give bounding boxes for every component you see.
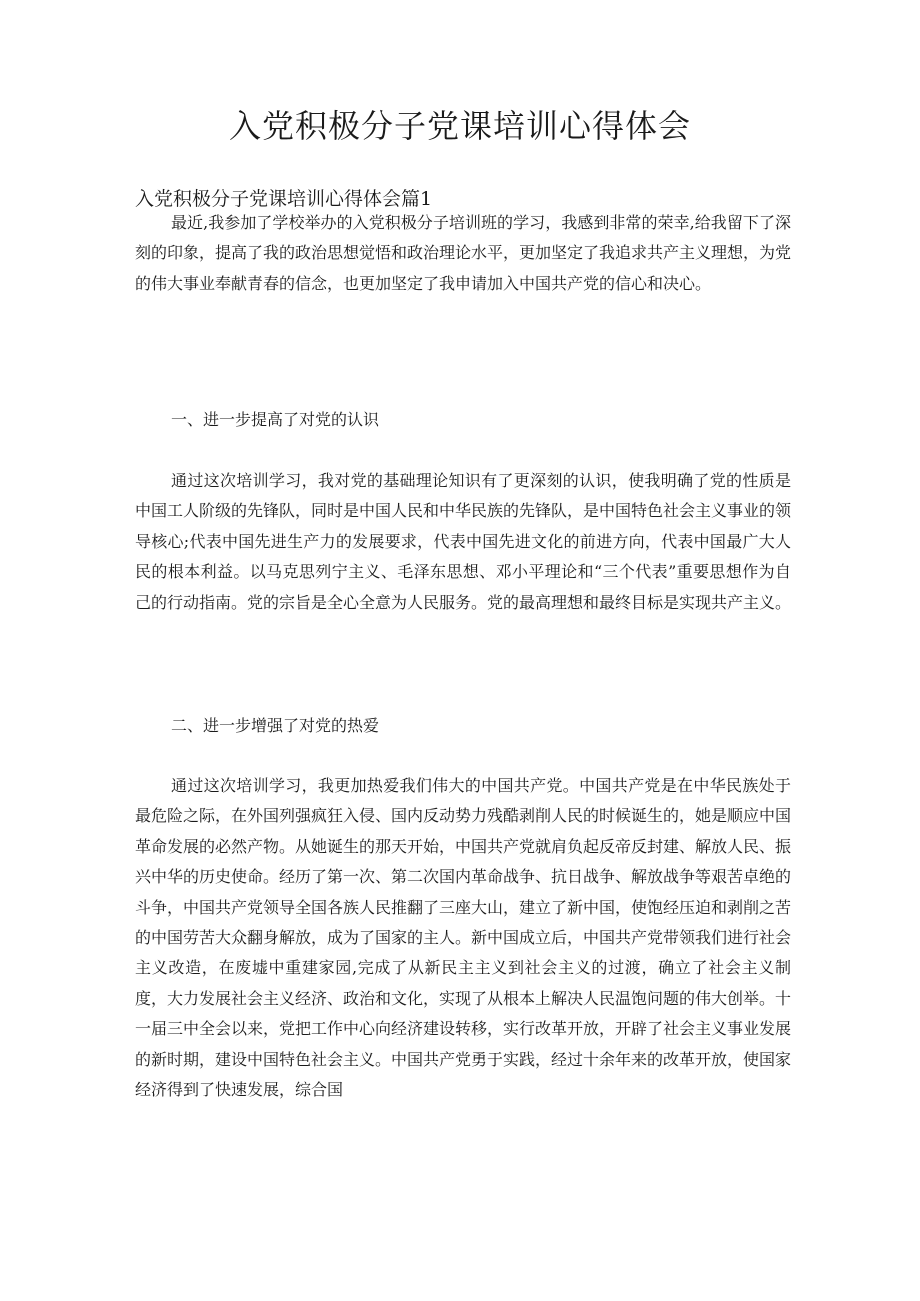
paragraph-love: 通过这次培训学习，我更加热爱我们伟大的中国共产党。中国共产党是在中华民族处于最危险之际，在外国列强疯狂入侵、国内反动势力残酷剥削人民的时候诞生的，她是顺应中国革命发展的必然产物。从她诞生的那天开始，中国共产党就肩负起反帝反封建、解放人民、振兴中华的历史使命。经历了第一次、第二次国内革命战争、抗日战争、解放战争等艰苦卓绝的斗争，中国共产党领导全国各族人民推翻了三座大山，建立了新中国，使饱经压迫和剥削之苦的中国劳苦大众翻身解放，成为了国家的主人。新中国成立后，中国共产党带领我们进行社会主义改造，在废墟中重建家园,完成了从新民主主义到社会主义的过渡，确立了社会主义制度，大力发展社会主义经济、政治和文化，实现了从根本上解决人民温饱问题的伟大创举。十一届三中全会以来，党把工作中心向经济建设转移，实行改革开放，开辟了社会主义事业发展的新时期，建设中国特色社会主义。中国共产党勇于实践，经过十余年来的改革开放，使国家经济得到了快速发展，综合国 [135, 776, 792, 1100]
paragraph-understanding: 通过这次培训学习，我对党的基础理论知识有了更深刻的认识，使我明确了党的性质是中国工人阶级的先锋队，同时是中国人民和中华民族的先锋队，是中国特色社会主义事业的领导核心;代表中国先进生产力的发展要求，代表中国先进文化的前进方向，代表中国最广大人民的根本利益。以马克思列宁主义、毛泽东思想、邓小平理论和“三个代表”重要思想作为自己的行动指南。党的宗旨是全心全意为人民服务。党的最高理想和最终目标是实现共产主义。 [135, 471, 792, 612]
section-subtitle: 入党积极分子党课培训心得体会篇1 [135, 188, 433, 210]
paragraph-intro: 最近,我参加了学校举办的入党积极分子培训班的学习，我感到非常的荣幸,给我留下了深刻的印象，提高了我的政治思想觉悟和政治理论水平，更加坚定了我追求共产主义理想，为党的伟大事业奉献青春的信念，也更加坚定了我申请加入中国共产党的信心和决心。 [135, 213, 792, 293]
heading-2: 二、进一步增强了对党的热爱 [171, 716, 380, 735]
heading-1: 一、进一步提高了对党的认识 [171, 410, 380, 429]
document-title: 入党积极分子党课培训心得体会 [228, 107, 691, 145]
